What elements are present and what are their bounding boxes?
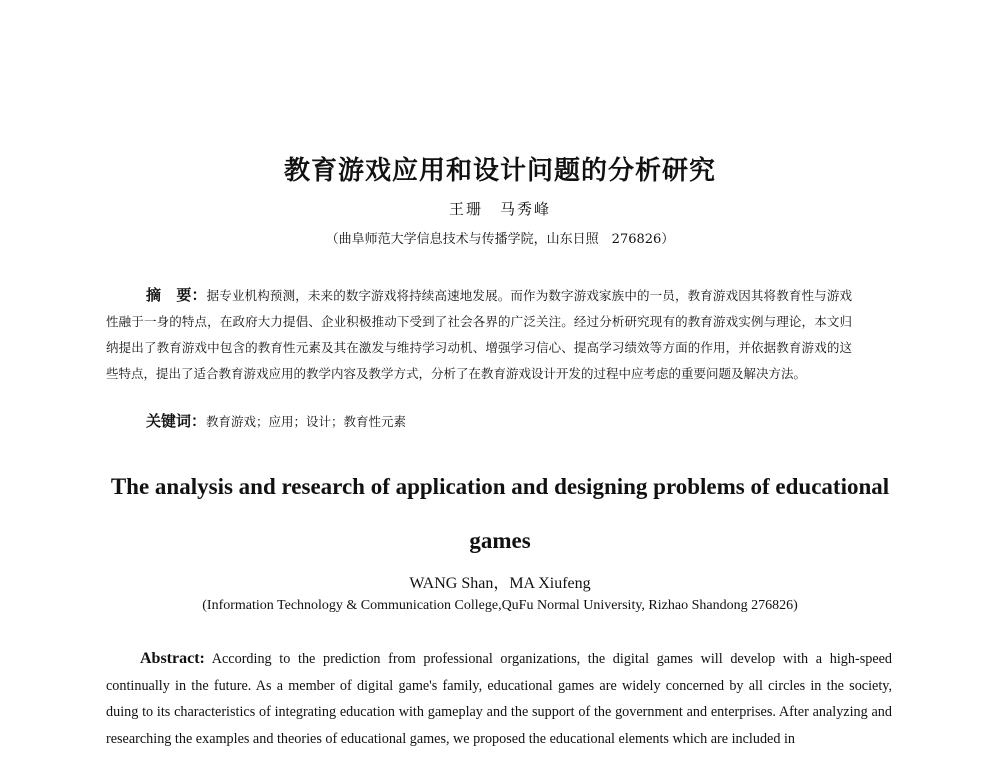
chinese-affiliation: （曲阜师范大学信息技术与传播学院，山东日照 276826） (325, 232, 675, 247)
english-authors: WANG Shan，MA Xiufeng (409, 575, 591, 592)
chinese-keywords (146, 410, 846, 431)
english-abstract-text: According to the prediction from professional organizations, the digital games will develop with a high-speed continually in the future. As a member of digital game's family, educational games are widely concerned by all circles in the society, duing to its characteristics of integrating education with gameplay and the support of the government and enterprises. After analyzing and researching the examples and theories of educational games, we proposed the educational elements which are included in (106, 651, 893, 747)
chinese-abstract-text: 据专业机构预测，未来的数字游戏将持续高速地发展。而作为数字游戏家族中的一员，教育游戏因其将教育性与游戏性融于一身的特点，在政府大力提倡、企业积极推动下受到了社会各界的广泛关注。经过分析研究现有的教育游戏实例与理论，本文归纳提出了教育游戏中包含的教育性元素及其在激发与维持学习动机、增强学习信心、提高学习绩效等方面的作用，并依据教育游戏的这些特点，提出了适合教育游戏应用的教学内容及教学方式，分析了在教育游戏设计开发的过程中应考虑的重要问题及解决方法。 (106, 288, 852, 381)
chinese-abstract (106, 282, 852, 387)
chinese-authors: 王珊 马秀峰 (448, 200, 551, 218)
english-abstract (106, 646, 892, 752)
chinese-keywords-text: 教育游戏；应用；设计；教育性元素 (206, 414, 407, 429)
english-abstract-label: Abstract: (140, 650, 205, 667)
chinese-title: 教育游戏应用和设计问题的分析研究 (283, 156, 716, 186)
chinese-abstract-label: 摘 要： (146, 286, 207, 304)
english-title-line-1: The analysis and research of application and designing problems of educational (110, 474, 890, 499)
english-affiliation: (Information Technology & Communication College,QuFu Normal University, Rizhao Shandong 276826) (202, 598, 798, 613)
english-title-line-2: games (469, 528, 531, 553)
chinese-keywords-label: 关键词： (146, 412, 207, 430)
